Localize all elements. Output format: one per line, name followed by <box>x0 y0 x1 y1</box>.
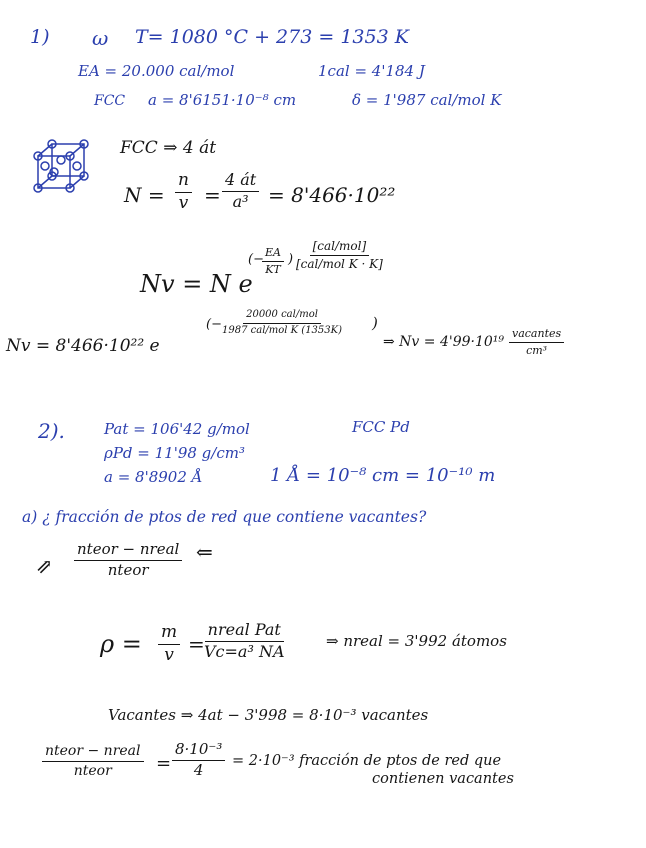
problem2-number: 2). <box>38 419 65 443</box>
n-result: = 8'466·10²² <box>268 183 396 207</box>
nv-calc-exponent-denominator: 1987 cal/mol K (1353K) <box>222 324 343 336</box>
rho-fraction-2 <box>204 622 285 661</box>
nv-calc-result: ⇒ Nv = 4'99·10¹⁹ <box>383 334 505 350</box>
left-arrow-marker: ⇗ <box>36 554 53 578</box>
problem2-density: ρPd = 11'98 g/cm³ <box>104 444 245 462</box>
vacancy-fraction-numerator: nteor − nreal <box>74 542 182 561</box>
nv-exp-close: ) <box>288 252 294 267</box>
rho-fraction-1-numerator: m <box>158 624 180 645</box>
problem1-lattice-parameter: a = 8'6151·10⁻⁸ cm <box>148 91 297 109</box>
problem2-atomic-weight: Pat = 106'42 g/mol <box>104 420 250 438</box>
nv-formula-lhs: Nv = N e <box>140 270 253 298</box>
vacancies-line: Vacantes ⇒ 4at − 3'998 = 8·10⁻³ vacantes <box>108 706 429 724</box>
rho-lhs: ρ = <box>100 630 142 658</box>
nv-calc-units-numerator: vacantes <box>509 328 564 343</box>
rho-equals: = <box>188 632 205 656</box>
right-arrow-marker: ⇐ <box>196 540 213 564</box>
problem1-number: 1) <box>30 26 50 48</box>
final-fraction-2 <box>172 742 225 779</box>
final-fraction-1 <box>42 744 144 778</box>
problem1-cal-conversion: 1cal = 4'184 J <box>318 62 425 80</box>
final-fraction-2-denominator: 4 <box>193 760 204 779</box>
n-label: N = <box>124 183 165 207</box>
problem1-activation-energy: EA = 20.000 cal/mol <box>78 62 235 80</box>
final-equals: = <box>156 753 172 774</box>
nv-calc-exponent-fraction <box>222 310 342 336</box>
rho-fraction-1-denominator: v <box>164 644 174 665</box>
fcc-unit-cell-sketch <box>32 138 92 196</box>
fcc-atoms-per-cell: FCC ⇒ 4 át <box>120 138 217 158</box>
n-fraction-1-numerator: n <box>175 172 192 193</box>
problem2-question: a) ¿ fracción de ptos de red que contiene vacantes? <box>22 508 427 526</box>
rho-fraction-1 <box>158 624 180 665</box>
rho-fraction-2-numerator: nreal Pat <box>205 622 284 642</box>
n-fraction-2-denominator: a³ <box>232 191 249 211</box>
rho-result: ⇒ nreal = 3'992 átomos <box>326 632 507 650</box>
problem1-gas-constant: δ = 1'987 cal/mol K <box>352 91 502 109</box>
problem2-fcc-pd: FCC Pd <box>352 418 410 436</box>
rho-fraction-2-denominator: Vc=a³ NA <box>204 641 285 661</box>
nv-calc-units <box>509 328 564 356</box>
problem1-fcc: FCC <box>94 93 126 109</box>
n-fraction-2-numerator: 4 át <box>222 172 259 192</box>
problem2-lattice-parameter: a = 8'8902 Å <box>104 468 203 486</box>
problem2-angstrom-conversion: 1 Å = 10⁻⁸ cm = 10⁻¹⁰ m <box>270 465 496 486</box>
final-result: = 2·10⁻³ fracción de ptos de red que <box>232 753 502 769</box>
nv-exponent-denominator: KT <box>265 262 281 276</box>
nv-exponent-fraction <box>262 247 284 275</box>
nv-units-numerator: [cal/mol] <box>310 240 370 256</box>
nv-calc-lhs: Nv = 8'466·10²² e <box>6 336 160 356</box>
nv-calc-exp-close: ) <box>372 314 378 332</box>
problem1-element: ω <box>92 26 109 50</box>
n-fraction-1-denominator: v <box>178 192 189 213</box>
n-fraction-2 <box>222 172 259 211</box>
nv-calc-units-denominator: cm³ <box>526 343 548 357</box>
final-result-line2: contienen vacantes <box>372 771 514 787</box>
vacancy-fraction-denominator: nteor <box>107 560 149 579</box>
final-fraction-1-numerator: nteor − nreal <box>42 744 144 762</box>
vacancy-fraction-formula <box>74 542 182 579</box>
n-fraction-1 <box>175 172 192 213</box>
problem1-temperature: T= 1080 °C + 273 = 1353 K <box>135 26 409 48</box>
nv-exponent-numerator: EA <box>262 247 284 262</box>
final-fraction-1-denominator: nteor <box>73 762 112 779</box>
nv-calc-exponent-numerator: 20000 cal/mol <box>243 310 321 324</box>
nv-units-fraction <box>296 240 383 270</box>
nv-calc-exp-open: (− <box>206 317 222 332</box>
final-fraction-2-numerator: 8·10⁻³ <box>172 742 225 761</box>
nv-units-denominator: [cal/mol K · K] <box>296 256 383 271</box>
n-equals: = <box>204 183 221 207</box>
nv-exp-open: (− <box>248 252 264 267</box>
